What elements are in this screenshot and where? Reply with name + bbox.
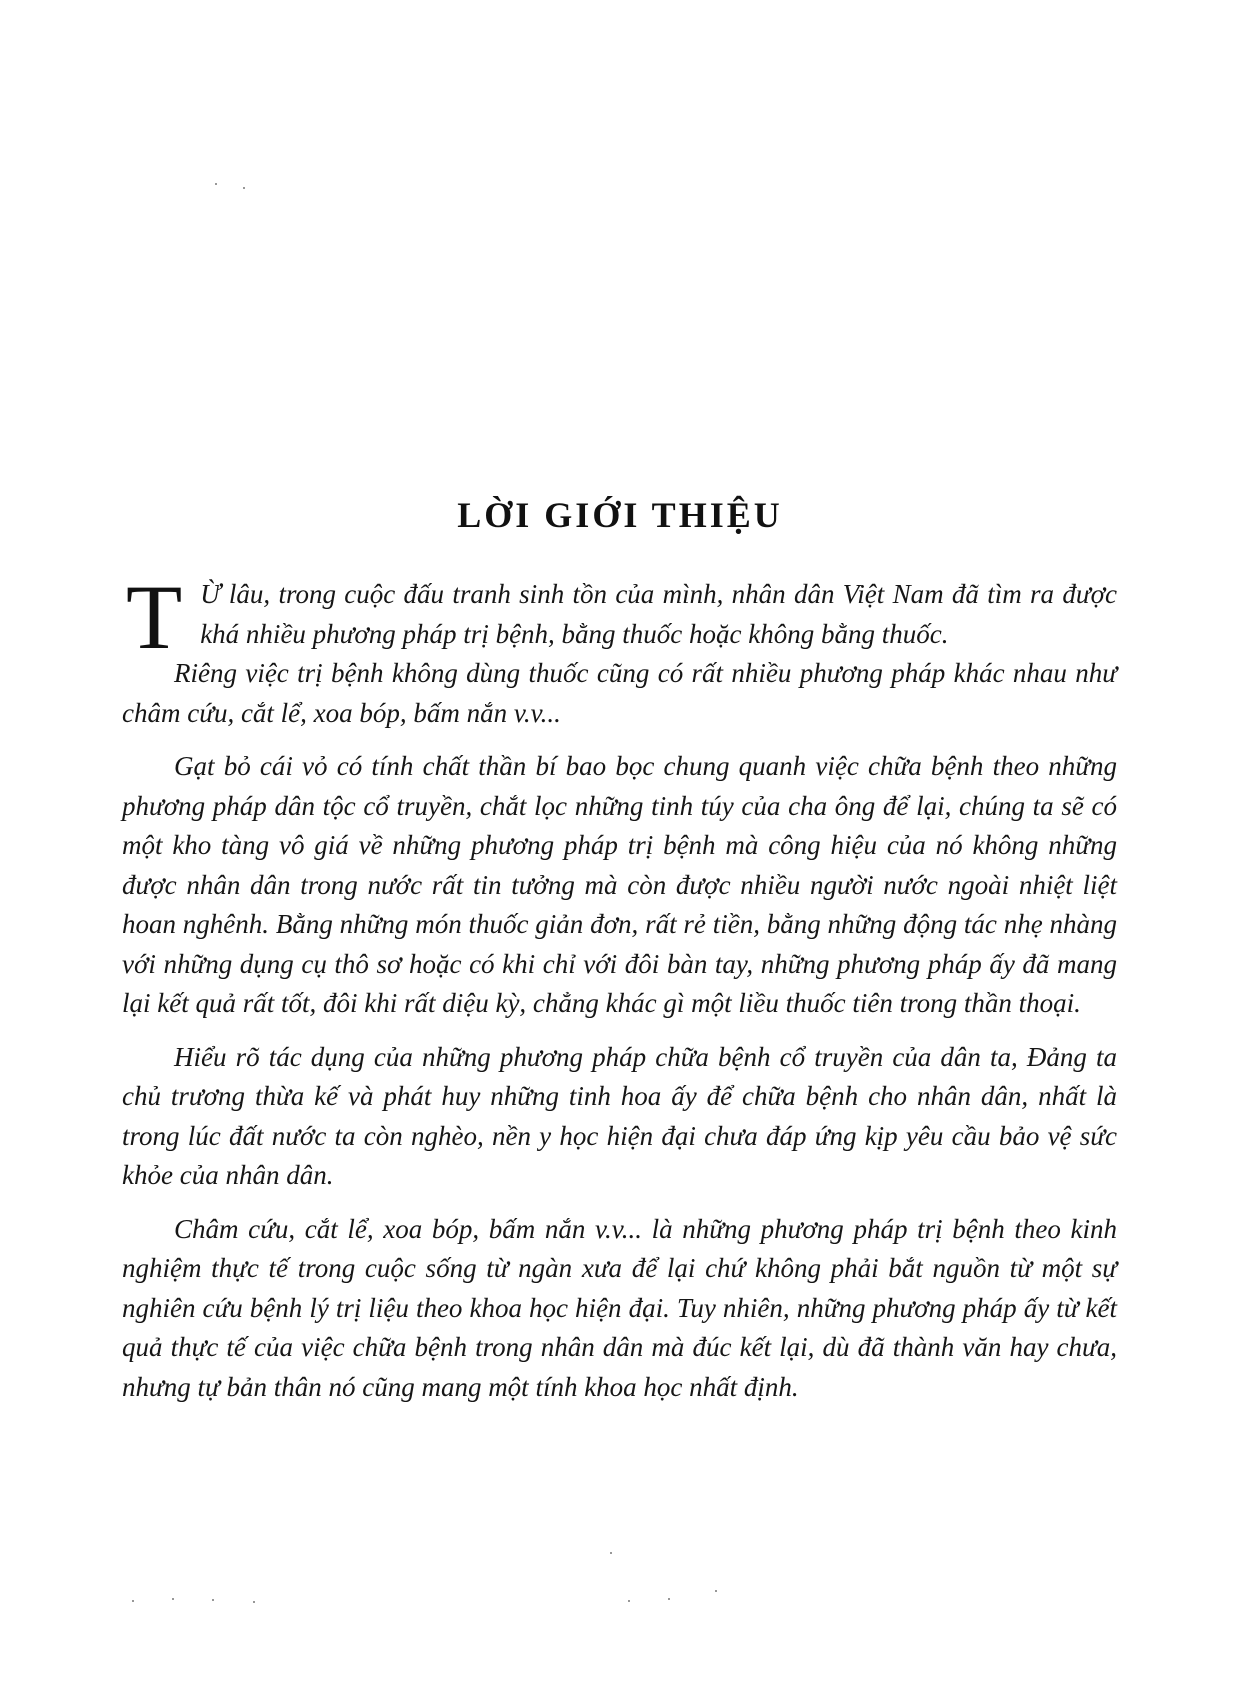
page-title: LỜI GIỚI THIỆU <box>457 495 783 536</box>
paragraph-2: Riêng việc trị bệnh không dùng thuốc cũng có rất nhiều phương pháp khác nhau như châm cứu, cắt lể, xoa bóp, bấm nắn v.v... <box>122 658 1117 728</box>
paragraph-4: Hiểu rõ tác dụng của những phương pháp chữa bệnh cổ truyền của dân ta, Đảng ta chủ trương thừa kế và phát huy những tinh hoa ấy để chữa bệnh cho nhân dân, nhất là trong lúc đất nước ta còn nghèo, nền y học hiện đại chưa đáp ứng kịp yêu cầu bảo vệ sức khỏe của nhân dân. <box>122 1041 1117 1190</box>
scan-speck <box>212 1599 214 1601</box>
scan-speck <box>215 183 217 185</box>
scan-speck <box>668 1598 670 1600</box>
paragraph-3: Gạt bỏ cái vỏ có tính chất thần bí bao bọc chung quanh việc chữa bệnh theo những phương pháp dân tộc cổ truyền, chắt lọc những tinh túy của cha ông để lại, chúng ta sẽ có một kho tàng vô giá về những phương pháp trị bệnh mà công hiệu của nó không những được nhân dân trong nước rất tin tưởng mà còn được nhiều người nước ngoài nhiệt liệt hoan nghênh. Bằng những món thuốc giản đơn, rất rẻ tiền, bằng những động tác nhẹ nhàng với những dụng cụ thô sơ hoặc có khi chỉ với đôi bàn tay, những phương pháp ấy đã mang lại kết quả rất tốt, đôi khi rất diệu kỳ, chẳng khác gì một liều thuốc tiên trong thần thoại. <box>122 751 1117 1018</box>
scan-speck <box>628 1600 630 1602</box>
paragraph-1 <box>122 566 1117 668</box>
paragraph-5: Châm cứu, cắt lể, xoa bóp, bấm nắn v.v... là những phương pháp trị bệnh theo kinh nghiệm thực tế trong cuộc sống từ ngàn xưa để lại chứ không phải bắt nguồn từ một sự nghiên cứu bệnh lý trị liệu theo khoa học hiện đại. Tuy nhiên, những phương pháp ấy từ kết quả thực tế của việc chữa bệnh trong nhân dân mà đúc kết lại, dù đã thành văn hay chưa, nhưng tự bản thân nó cũng mang một tính khoa học nhất định. <box>122 1213 1117 1402</box>
scan-speck <box>253 1601 255 1603</box>
drop-cap: T <box>126 566 183 668</box>
scan-speck <box>243 187 245 189</box>
paragraph-1-text: Ừ lâu, trong cuộc đấu tranh sinh tồn của mình, nhân dân Việt Nam đã tìm ra được khá nhiều phương pháp trị bệnh, bằng thuốc hoặc không bằng thuốc. <box>200 579 1117 649</box>
scan-speck <box>132 1600 134 1602</box>
page-body <box>122 566 1117 1407</box>
scan-speck <box>172 1598 174 1600</box>
scan-speck <box>610 1552 612 1554</box>
scan-speck <box>715 1590 717 1592</box>
